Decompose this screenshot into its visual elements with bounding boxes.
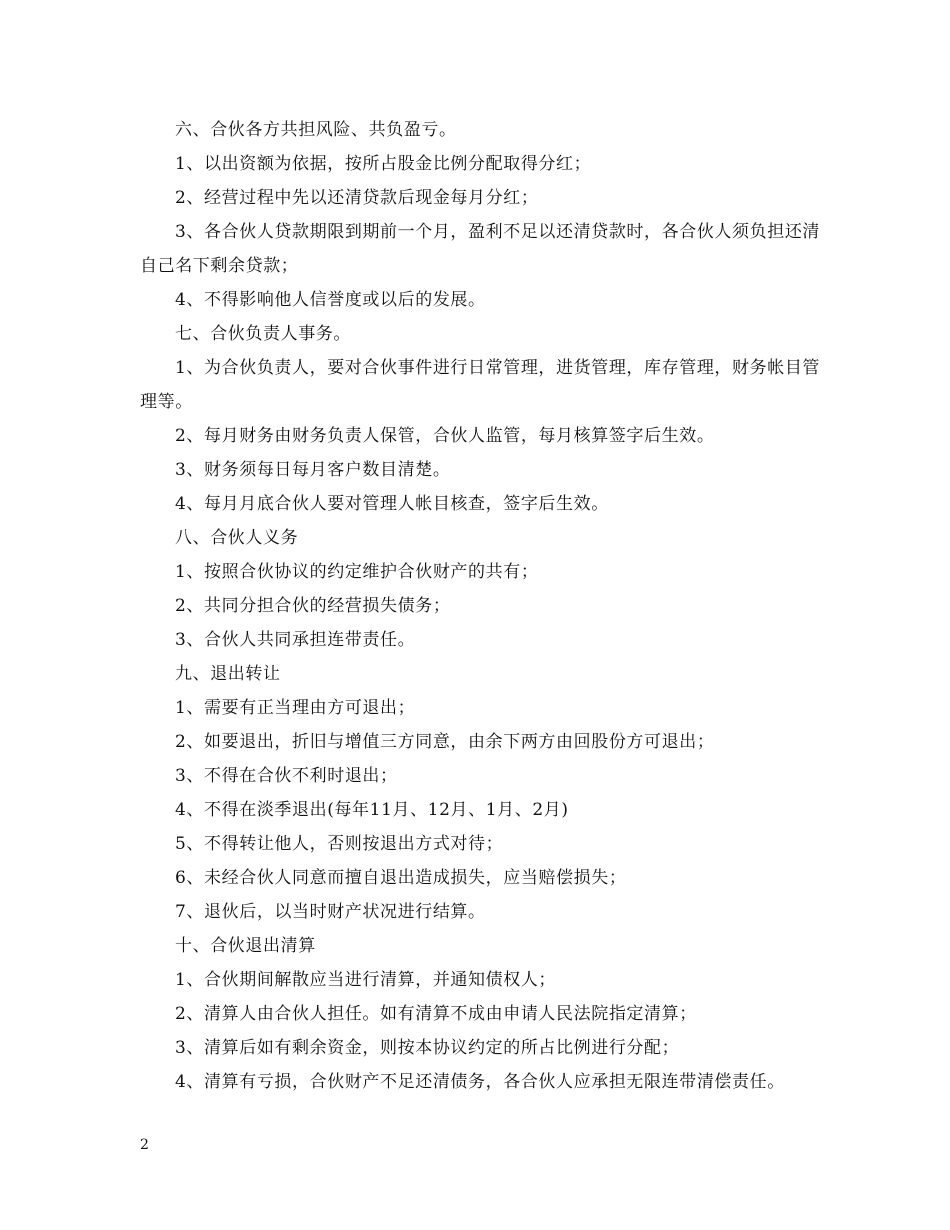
section-seven-item-2: 2、每月财务由财务负责人保管，合伙人监管，每月核算签字后生效。 [175,426,715,446]
section-eight-item-2: 2、共同分担合伙的经营损失债务； [175,596,451,616]
section-ten-item-4: 4、清算有亏损，合伙财产不足还清债务，各合伙人应承担无限连带清偿责任。 [175,1072,785,1092]
section-six-heading: 六、合伙各方共担风险、共负盈亏。 [175,120,457,140]
section-six-item-4: 4、不得影响他人信誉度或以后的发展。 [175,290,486,310]
section-nine-item-2: 2、如要退出，折旧与增值三方同意，由余下两方由回股份方可退出； [175,732,715,752]
section-seven-heading: 七、合伙负责人事务。 [175,324,351,344]
section-eight-item-3: 3、合伙人共同承担连带责任。 [175,630,416,650]
section-nine-item-1: 1、需要有正当理由方可退出； [175,698,416,718]
section-seven-item-3: 3、财务须每日每月客户数目清楚。 [175,460,451,480]
section-nine-item-7: 7、退伙后，以当时财产状况进行结算。 [175,902,486,922]
section-ten-item-2: 2、清算人由合伙人担任。如有清算不成由申请人民法院指定清算； [175,1004,697,1024]
section-ten-heading: 十、合伙退出清算 [175,936,316,956]
section-nine-item-4: 4、不得在淡季退出(每年11月、12月、1月、2月) [175,800,569,820]
section-six-item-3: 3、各合伙人贷款期限到期前一个月，盈利不足以还清贷款时，各合伙人须负担还清自己名下剩余贷款； [140,222,821,276]
page-number: 2 [140,1137,149,1153]
section-seven-item-1: 1、为合伙负责人，要对合伙事件进行日常管理，进货管理，库存管理，财务帐目管理等。 [140,358,821,412]
section-ten-item-1: 1、合伙期间解散应当进行清算，并通知债权人； [175,970,557,990]
section-nine-heading: 九、退出转让 [175,664,281,684]
document-body [140,113,820,1099]
section-nine-item-3: 3、不得在合伙不利时退出； [175,766,398,786]
section-ten-item-3: 3、清算后如有剩余资金，则按本协议约定的所占比例进行分配； [175,1038,680,1058]
section-six-item-2: 2、经营过程中先以还清贷款后现金每月分红； [175,188,539,208]
section-seven-item-4: 4、每月月底合伙人要对管理人帐目核查，签字后生效。 [175,494,609,514]
section-eight-item-1: 1、按照合伙协议的约定维护合伙财产的共有； [175,562,539,582]
section-six-item-1: 1、以出资额为依据，按所占股金比例分配取得分红； [175,154,592,174]
section-nine-item-6: 6、未经合伙人同意而擅自退出造成损失，应当赔偿损失； [175,868,627,888]
section-nine-item-5: 5、不得转让他人，否则按退出方式对待； [175,834,504,854]
section-eight-heading: 八、合伙人义务 [175,528,299,548]
